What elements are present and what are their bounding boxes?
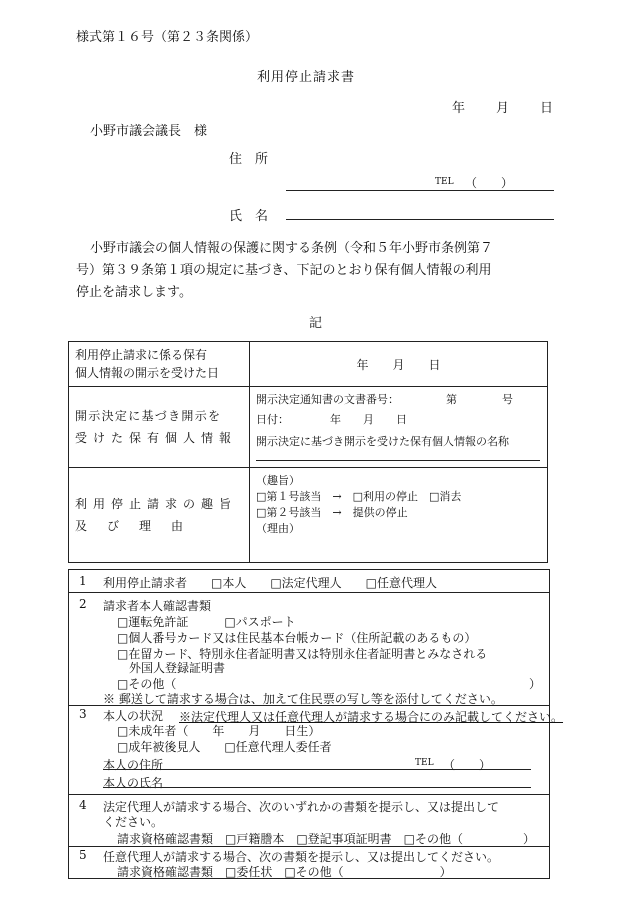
purpose-reason-cell[interactable] <box>250 468 548 563</box>
principal-name-field[interactable] <box>103 787 531 788</box>
notes-box <box>68 569 564 879</box>
issue-date-value: 年 月 日 <box>330 413 407 426</box>
purpose-option-1[interactable]: □第１号該当 → □利用の停止 □消去 <box>256 490 462 503</box>
divider <box>69 846 549 847</box>
page-title: 利用停止請求書 <box>257 70 356 85</box>
date-value-text: 年 月 日 <box>356 357 441 372</box>
body-line-2: 号）第３９条第１項の規定に基づき、下記のとおり保有個人情報の利用 <box>76 263 492 278</box>
disclosed-info-cell[interactable] <box>250 387 548 468</box>
date-month: 月 <box>496 101 510 116</box>
addressee: 小野市議会議長 様 <box>90 124 208 139</box>
status-option-minor[interactable]: □未成年者（ 年 月 日生） <box>117 724 321 738</box>
label-line: 及び理由 <box>75 519 204 533</box>
id-doc-option-1[interactable]: □運転免許証 □パスポート <box>117 615 296 629</box>
principal-address-field[interactable] <box>103 769 531 770</box>
shushi-label: （趣旨） <box>256 474 300 487</box>
tel-paren: （ ） <box>465 176 514 190</box>
riyu-label: （理由） <box>256 522 300 535</box>
purpose-reason-label <box>69 468 250 563</box>
table-row <box>69 387 548 468</box>
status-option-guardian[interactable]: □成年被後見人 □任意代理人委任者 <box>117 740 332 754</box>
section-5-line-1: 任意代理人が請求する場合、次の書類を提示し、又は提出してください。 <box>103 850 500 864</box>
label-line: 個人情報の開示を受けた日 <box>75 366 220 380</box>
principal-name-label: 本人の氏名 <box>103 776 164 790</box>
doc-no-go: 号 <box>502 393 513 406</box>
divider <box>69 794 549 795</box>
section-3-num: 3 <box>79 707 87 721</box>
form-number: 様式第１６号（第２３条関係） <box>76 30 259 45</box>
id-doc-option-3-cont: 外国人登録証明書 <box>129 661 226 675</box>
section-4-docs[interactable]: 請求資格確認書類 □戸籍謄本 □登記事項証明書 □その他（ ） <box>117 832 536 846</box>
divider <box>69 592 549 593</box>
name-field[interactable] <box>286 219 554 220</box>
table-row <box>69 342 548 387</box>
date-day: 日 <box>540 101 554 116</box>
disclosure-date-label <box>69 342 250 387</box>
section-2-num: 2 <box>79 597 87 611</box>
request-table <box>68 341 548 563</box>
principal-address-label: 本人の住所 <box>103 758 164 772</box>
section-4-num: 4 <box>79 798 87 812</box>
section-5-num: 5 <box>79 848 87 862</box>
section-5-docs[interactable]: 請求資格確認書類 □委任状 □その他（ ） <box>117 865 452 879</box>
info-name-field[interactable] <box>256 460 540 461</box>
name-label: 氏 名 <box>229 209 269 224</box>
address-field[interactable] <box>286 190 554 191</box>
section-4-line-2: ください。 <box>103 815 164 829</box>
date-year: 年 <box>452 101 466 116</box>
divider <box>69 705 549 706</box>
body-line-1: 小野市議会の個人情報の保護に関する条例（令和５年小野市条例第７ <box>90 241 494 256</box>
section-1-num: 1 <box>79 574 87 588</box>
section-3-note: ※法定代理人又は任意代理人が請求する場合にのみ記載してください。 <box>179 710 564 724</box>
issue-date-label: 日付： <box>256 413 289 426</box>
label-line: 開示決定に基づき開示を <box>75 409 222 423</box>
id-doc-option-other[interactable]: □その他（ <box>117 677 177 691</box>
other-close-paren: ） <box>529 677 542 691</box>
principal-tel-label: TEL <box>415 758 434 768</box>
disclosure-date-value[interactable] <box>250 342 548 387</box>
label-line: 受けた保有個人情報 <box>75 431 238 445</box>
doc-no-dai: 第 <box>446 393 457 406</box>
tel-label: TEL <box>435 177 454 187</box>
ki-heading: 記 <box>309 316 323 331</box>
doc-no-label: 開示決定通知書の文書番号： <box>256 393 399 406</box>
label-line: 利用停止請求に係る保有 <box>75 348 208 362</box>
requester-type[interactable]: 利用停止請求者 □本人 □法定代理人 □任意代理人 <box>103 576 438 590</box>
id-doc-option-2[interactable]: □個人番号カード又は住民基本台帳カード（住所記載のあるもの） <box>117 631 477 645</box>
label-line: 利用停止請求の趣旨 <box>75 497 238 511</box>
table-row <box>69 468 548 563</box>
principal-tel-paren: （ ） <box>443 758 492 772</box>
address-label: 住 所 <box>229 152 269 167</box>
section-4-line-1: 法定代理人が請求する場合、次のいずれかの書類を提示し、又は提出して <box>103 800 500 814</box>
body-line-3: 停止を請求します。 <box>76 285 192 300</box>
section-2-heading: 請求者本人確認書類 <box>103 599 212 613</box>
mail-note: ※ 郵送して請求する場合は、加えて住民票の写し等を添付してください。 <box>103 692 503 706</box>
disclosed-info-label <box>69 387 250 468</box>
id-doc-option-3[interactable]: □在留カード、特別永住者証明書又は特別永住者証明書とみなされる <box>117 647 488 661</box>
purpose-option-2[interactable]: □第２号該当 → 提供の停止 <box>256 506 408 519</box>
info-name-label: 開示決定に基づき開示を受けた保有個人情報の名称 <box>256 435 509 448</box>
section-3-heading: 本人の状況 <box>103 709 164 723</box>
